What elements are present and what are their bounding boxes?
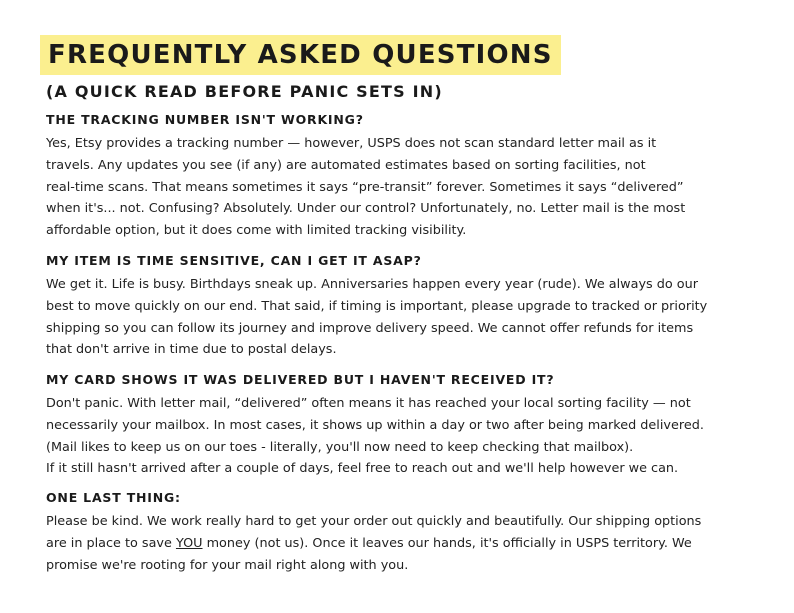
faq-answer xyxy=(46,393,766,480)
faq-question: THE TRACKING NUMBER ISN'T WORKING? xyxy=(46,112,364,127)
faq-question: MY ITEM IS TIME SENSITIVE, CAN I GET IT ASAP? xyxy=(46,253,422,268)
answer-line: shipping so you can follow its journey and improve delivery speed. We cannot offer refunds for items xyxy=(46,320,694,336)
faq-question: ONE LAST THING: xyxy=(46,490,181,505)
answer-line: that don't arrive in time due to postal delays. xyxy=(46,342,337,358)
answer-line: promise we're rooting for your mail right along with you. xyxy=(46,557,409,573)
answer-text: are in place to save xyxy=(46,535,172,551)
answer-line: travels. Any updates you see (if any) are automated estimates based on sorting facilities, not xyxy=(46,157,646,173)
faq-answer xyxy=(46,511,766,576)
answer-line: We get it. Life is busy. Birthdays sneak up. Anniversaries happen every year (rude). We always do our xyxy=(46,277,699,292)
page-subtitle: (A QUICK READ BEFORE PANIC SETS IN) xyxy=(46,82,443,101)
answer-line: affordable option, but it does come with limited tracking visibility. xyxy=(46,223,467,239)
answer-line: (Mail likes to keep us on our toes - literally, you'll now need to keep checking that mailbox). xyxy=(46,439,634,455)
answer-line: Please be kind. We work really hard to get your order out quickly and beautifully. Our shipping options xyxy=(46,514,702,529)
faq-item-delivered xyxy=(46,371,766,480)
answer-line xyxy=(46,533,766,555)
faq-item-tracking xyxy=(46,111,766,242)
underlined-word: YOU xyxy=(175,535,203,551)
answer-text: money (not us). Once it leaves our hands, it's officially in USPS territory. We xyxy=(206,535,692,551)
answer-line: real-time scans. That means sometimes it says “pre-transit” forever. Sometimes it says “delivered” xyxy=(46,179,684,195)
answer-line: when it's... not. Confusing? Absolutely. Under our control? Unfortunately, no. Letter mail is the most xyxy=(46,201,686,217)
answer-line: Don't panic. With letter mail, “delivered” often means it has reached your local sorting facility — not xyxy=(46,396,691,411)
faq-answer xyxy=(46,133,766,242)
faq-item-last-thing xyxy=(46,489,766,576)
answer-line: If it still hasn't arrived after a couple of days, feel free to reach out and we'll help however we can. xyxy=(46,461,679,477)
answer-line: best to move quickly on our end. That said, if timing is important, please upgrade to tracked or priority xyxy=(46,298,708,314)
faq-item-time-sensitive xyxy=(46,252,766,361)
answer-line: necessarily your mailbox. In most cases, it shows up within a day or two after being marked delivered. xyxy=(46,417,704,433)
answer-line: Yes, Etsy provides a tracking number — however, USPS does not scan standard letter mail as it xyxy=(46,136,657,151)
page-title: FREQUENTLY ASKED QUESTIONS xyxy=(40,35,561,75)
faq-question: MY CARD SHOWS IT WAS DELIVERED BUT I HAVEN'T RECEIVED IT? xyxy=(46,372,555,387)
faq-answer xyxy=(46,274,766,361)
